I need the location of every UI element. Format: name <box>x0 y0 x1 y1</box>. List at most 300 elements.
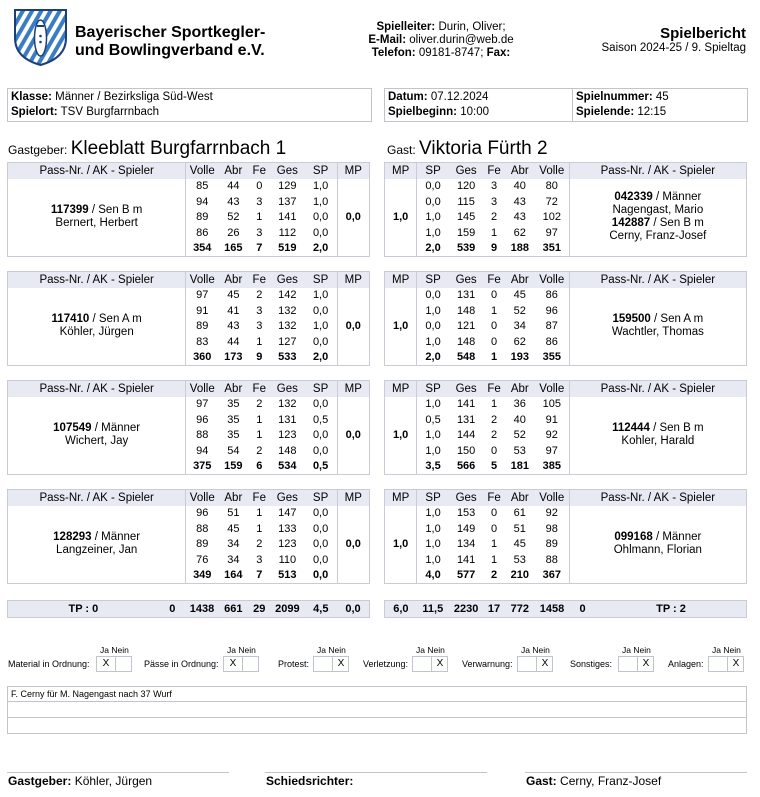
home-signature: Gastgeber: Köhler, Jürgen <box>8 774 153 788</box>
home-player: 107549 / Männer Wichert, Jay <box>53 422 141 448</box>
away-player: 159500 / Sen A m Wachtler, Thomas <box>569 288 746 366</box>
column-header: Ges <box>449 272 483 288</box>
score-cell: 2 <box>256 445 263 458</box>
score-cell: 35 <box>227 413 240 426</box>
score-cell: 0 <box>490 336 498 349</box>
score-cell: 96 <box>186 506 218 522</box>
match-info-left: Klasse: Männer / Bezirksliga Süd-West Spielort: TSV Burgfarrnbach <box>7 88 372 122</box>
score-cell: 131 <box>278 413 297 426</box>
score-cell: 539 <box>456 242 476 255</box>
score-cell: 0,0 <box>417 288 449 304</box>
column-header: Volle <box>535 381 569 397</box>
score-cell: 519 <box>278 242 297 255</box>
column-header: MP <box>337 490 369 506</box>
away-player: 099168 / Männer Ohlmann, Florian <box>569 506 746 584</box>
score-cell: 26 <box>227 227 240 240</box>
score-cell: 1,0 <box>417 303 449 319</box>
score-cell: 132 <box>278 304 297 317</box>
column-header: Fe <box>483 272 504 288</box>
column-header: Volle <box>535 163 569 179</box>
column-header: Fe <box>248 381 270 397</box>
score-cell: 355 <box>542 351 561 364</box>
column-header: Pass-Nr. / AK - Spieler <box>8 272 186 288</box>
score-cell: 123 <box>278 429 297 442</box>
score-cell: 1,0 <box>312 320 329 333</box>
score-cell: 3 <box>490 180 498 193</box>
score-cell: 91 <box>186 303 218 319</box>
column-header: MP <box>337 272 369 288</box>
score-cell: 76 <box>186 552 218 568</box>
home-player: 117399 / Sen B m Bernert, Herbert <box>50 204 143 230</box>
score-cell: 34 <box>227 554 240 567</box>
score-cell: 149 <box>456 522 476 535</box>
score-cell: 7 <box>256 569 263 582</box>
column-header: SP <box>417 381 449 397</box>
score-cell: 61 <box>513 507 526 520</box>
score-cell: 0,0 <box>312 507 329 520</box>
verletzung-label: Verletzung: <box>363 659 409 669</box>
score-cell: 0 <box>490 522 498 535</box>
score-cell: 148 <box>278 445 297 458</box>
protest-checkbox[interactable]: X <box>313 656 349 672</box>
score-cell: 3 <box>256 304 263 317</box>
score-cell: 566 <box>456 460 476 473</box>
column-header: Fe <box>483 163 504 179</box>
column-header: Volle <box>186 272 218 288</box>
score-cell: 97 <box>186 397 218 413</box>
column-header: Ges <box>270 381 305 397</box>
score-cell: 43 <box>513 211 526 224</box>
column-header: Abr <box>505 381 535 397</box>
score-cell: 52 <box>227 211 240 224</box>
score-cell: 0,0 <box>417 319 449 335</box>
away-game-2 <box>384 271 747 366</box>
score-cell: 1 <box>490 304 498 317</box>
score-cell: 45 <box>227 289 240 302</box>
score-cell: 127 <box>278 336 297 349</box>
contact-info: Spielleiter: Durin, Oliver; E-Mail: oliver.durin@web.de Telefon: 09181-8747; Fax: <box>368 21 514 59</box>
away-team-title: Gast: Viktoria Fürth 2 <box>387 138 548 159</box>
column-header: Abr <box>505 272 535 288</box>
score-cell: 548 <box>456 351 476 364</box>
ja-nein-label: Ja Nein <box>521 645 550 655</box>
score-cell: 62 <box>513 336 526 349</box>
score-cell: 4,0 <box>417 568 449 584</box>
column-header: SP <box>305 490 337 506</box>
score-cell: 121 <box>456 320 476 333</box>
score-cell: 35 <box>227 398 240 411</box>
score-cell: 131 <box>456 413 476 426</box>
score-cell: 141 <box>456 554 476 567</box>
score-cell: 1 <box>490 398 498 411</box>
score-cell: 142 <box>278 289 297 302</box>
column-header: Abr <box>218 272 248 288</box>
score-cell: 0,0 <box>312 304 329 317</box>
score-cell: 85 <box>186 179 218 195</box>
report-heading: Spielbericht Saison 2024-25 / 9. Spieltag <box>601 25 746 54</box>
score-cell: 96 <box>545 304 558 317</box>
score-cell: 0 <box>490 289 498 302</box>
column-header: MP <box>385 381 417 397</box>
score-cell: 148 <box>456 336 476 349</box>
score-cell: 3 <box>256 320 263 333</box>
column-header: Volle <box>186 163 218 179</box>
column-header: Abr <box>218 163 248 179</box>
column-header: Volle <box>186 490 218 506</box>
score-cell: 92 <box>545 429 558 442</box>
score-cell: 80 <box>545 180 558 193</box>
score-cell: 43 <box>513 195 526 208</box>
score-cell: 0 <box>256 180 263 193</box>
material-label: Material in Ordnung: <box>8 659 90 669</box>
score-cell: 1,0 <box>417 225 449 241</box>
score-cell: 52 <box>513 429 526 442</box>
score-cell: 0,0 <box>312 569 329 582</box>
score-cell: 89 <box>186 319 218 335</box>
score-cell: 86 <box>545 289 558 302</box>
column-header: MP <box>385 490 417 506</box>
column-header: Fe <box>248 163 270 179</box>
score-cell: 159 <box>456 227 476 240</box>
column-header: SP <box>417 490 449 506</box>
score-cell: 0,0 <box>312 445 329 458</box>
score-cell: 1,0 <box>417 521 449 537</box>
score-cell: 0,5 <box>312 460 329 473</box>
away-mp: 1,0 <box>392 538 409 551</box>
column-header: Volle <box>186 381 218 397</box>
score-cell: 1,0 <box>417 334 449 350</box>
score-cell: 1 <box>490 554 498 567</box>
score-cell: 89 <box>545 538 558 551</box>
score-cell: 1 <box>256 336 263 349</box>
score-cell: 0 <box>490 445 498 458</box>
score-cell: 134 <box>456 538 476 551</box>
score-cell: 145 <box>456 211 476 224</box>
score-cell: 2,0 <box>312 351 329 364</box>
score-cell: 88 <box>186 428 218 444</box>
score-cell: 0,0 <box>417 179 449 195</box>
score-cell: 1,0 <box>417 397 449 413</box>
column-header: Pass-Nr. / AK - Spieler <box>8 163 186 179</box>
home-mp: 0,0 <box>337 179 369 257</box>
score-cell: 181 <box>510 460 529 473</box>
score-cell: 35 <box>227 429 240 442</box>
score-cell: 2 <box>490 211 498 224</box>
score-cell: 132 <box>278 398 297 411</box>
column-header: Pass-Nr. / AK - Spieler <box>8 490 186 506</box>
score-cell: 41 <box>227 304 240 317</box>
score-cell: 1 <box>490 351 498 364</box>
column-header: Fe <box>483 490 504 506</box>
column-header: Abr <box>505 490 535 506</box>
paesse-label: Pässe in Ordnung: <box>144 659 219 669</box>
home-game-3 <box>7 380 370 475</box>
column-header: Ges <box>270 490 305 506</box>
score-cell: 97 <box>186 288 218 304</box>
column-header: SP <box>305 381 337 397</box>
score-cell: 133 <box>278 522 297 535</box>
score-cell: 1 <box>256 413 263 426</box>
score-cell: 193 <box>510 351 529 364</box>
column-header: Pass-Nr. / AK - Spieler <box>8 381 186 397</box>
score-cell: 94 <box>186 443 218 459</box>
column-header: MP <box>337 163 369 179</box>
home-player: 117410 / Sen A m Köhler, Jürgen <box>51 313 142 339</box>
column-header: Ges <box>449 163 483 179</box>
score-cell: 120 <box>456 180 476 193</box>
federation-logo <box>13 8 68 66</box>
score-cell: 44 <box>227 180 240 193</box>
score-cell: 0,0 <box>312 227 329 240</box>
ja-nein-label: Ja Nein <box>622 645 651 655</box>
score-cell: 40 <box>513 413 526 426</box>
score-cell: 150 <box>456 445 476 458</box>
score-cell: 1,0 <box>417 443 449 459</box>
score-cell: 88 <box>186 521 218 537</box>
score-cell: 5 <box>490 460 498 473</box>
score-cell: 534 <box>278 460 297 473</box>
score-cell: 0,0 <box>312 554 329 567</box>
score-cell: 141 <box>278 211 297 224</box>
column-header: Abr <box>218 490 248 506</box>
score-cell: 102 <box>542 211 561 224</box>
column-header: Abr <box>218 381 248 397</box>
referee-signature: Schiedsrichter: <box>266 774 354 788</box>
column-header: MP <box>337 381 369 397</box>
score-cell: 91 <box>545 413 558 426</box>
paesse-checkbox[interactable]: X <box>223 656 259 672</box>
score-cell: 0,0 <box>417 194 449 210</box>
score-cell: 6 <box>256 460 263 473</box>
score-cell: 1,0 <box>417 537 449 553</box>
score-cell: 1,0 <box>417 552 449 568</box>
away-tp: TP : 2 <box>656 603 686 615</box>
score-cell: 148 <box>456 304 476 317</box>
anlagen-checkbox[interactable]: X <box>708 656 744 672</box>
score-cell: 367 <box>542 569 561 582</box>
score-cell: 1,0 <box>312 195 329 208</box>
column-header: Ges <box>449 381 483 397</box>
column-header: Pass-Nr. / AK - Spieler <box>569 163 746 179</box>
score-cell: 533 <box>278 351 297 364</box>
column-header: SP <box>305 163 337 179</box>
score-cell: 164 <box>224 569 243 582</box>
score-cell: 1 <box>490 538 498 551</box>
score-cell: 0,0 <box>312 398 329 411</box>
score-cell: 105 <box>542 398 561 411</box>
remark-text: F. Cerny für M. Nagengast nach 37 Wurf <box>11 689 172 699</box>
score-cell: 1 <box>256 522 263 535</box>
score-cell: 34 <box>227 538 240 551</box>
score-cell: 72 <box>545 195 558 208</box>
home-game-1 <box>7 162 370 257</box>
away-player: 042339 / Männer Nagengast, Mario 142887 / Sen B m Cerny, Franz-Josef <box>569 179 746 257</box>
score-cell: 86 <box>186 225 218 241</box>
score-cell: 1,0 <box>312 289 329 302</box>
away-mp: 1,0 <box>392 320 409 333</box>
sonstiges-label: Sonstiges: <box>570 659 613 669</box>
column-header: Volle <box>535 272 569 288</box>
column-header: Pass-Nr. / AK - Spieler <box>569 381 746 397</box>
score-cell: 2 <box>490 413 498 426</box>
score-cell: 2 <box>256 289 263 302</box>
score-cell: 7 <box>256 242 263 255</box>
score-cell: 40 <box>513 180 526 193</box>
score-cell: 3 <box>490 195 498 208</box>
score-cell: 3 <box>256 227 263 240</box>
score-cell: 97 <box>545 445 558 458</box>
score-cell: 45 <box>513 289 526 302</box>
away-player: 112444 / Sen B m Kohler, Harald <box>569 397 746 475</box>
score-cell: 9 <box>256 351 263 364</box>
verwarnung-checkbox[interactable]: X <box>517 656 553 672</box>
ja-nein-label: Ja Nein <box>712 645 741 655</box>
score-cell: 92 <box>545 507 558 520</box>
column-header: Pass-Nr. / AK - Spieler <box>569 272 746 288</box>
column-header: Ges <box>270 272 305 288</box>
score-cell: 188 <box>510 242 529 255</box>
column-header: Fe <box>248 490 270 506</box>
score-cell: 1 <box>490 227 498 240</box>
anlagen-label: Anlagen: <box>668 659 704 669</box>
score-cell: 0,0 <box>312 336 329 349</box>
score-cell: 132 <box>278 320 297 333</box>
score-cell: 53 <box>513 554 526 567</box>
score-cell: 1,0 <box>417 506 449 522</box>
column-header: MP <box>385 272 417 288</box>
score-cell: 52 <box>513 304 526 317</box>
score-cell: 1 <box>256 429 263 442</box>
score-cell: 2 <box>256 538 263 551</box>
score-cell: 51 <box>513 522 526 535</box>
column-header: MP <box>385 163 417 179</box>
score-cell: 513 <box>278 569 297 582</box>
score-cell: 0,0 <box>312 538 329 551</box>
score-cell: 86 <box>545 336 558 349</box>
away-game-4 <box>384 489 747 584</box>
home-totals: TP : 0 0 1438 661 29 2099 4,5 0,0 <box>7 600 370 618</box>
material-checkbox[interactable]: X <box>96 656 132 672</box>
score-cell: 1 <box>256 211 263 224</box>
score-cell: 9 <box>490 242 498 255</box>
score-cell: 51 <box>227 507 240 520</box>
column-header: SP <box>417 272 449 288</box>
score-cell: 165 <box>224 242 243 255</box>
score-cell: 45 <box>227 522 240 535</box>
score-cell: 131 <box>456 289 476 302</box>
score-cell: 0,5 <box>417 412 449 428</box>
column-header: Fe <box>483 381 504 397</box>
score-cell: 0,0 <box>312 429 329 442</box>
away-signature: Gast: Cerny, Franz-Josef <box>526 774 662 788</box>
score-cell: 98 <box>545 522 558 535</box>
score-cell: 88 <box>545 554 558 567</box>
ja-nein-label: Ja Nein <box>416 645 445 655</box>
home-mp: 0,0 <box>337 506 369 584</box>
remarks-box[interactable] <box>7 686 747 734</box>
score-cell: 2,0 <box>312 242 329 255</box>
ja-nein-label: Ja Nein <box>100 645 129 655</box>
verletzung-checkbox[interactable]: X <box>412 656 448 672</box>
home-mp: 0,0 <box>337 288 369 366</box>
score-cell: 3 <box>256 554 263 567</box>
organization-name: Bayerischer Sportkegler- und Bowlingverband e.V. <box>75 24 266 59</box>
score-cell: 44 <box>227 336 240 349</box>
score-cell: 34 <box>513 320 526 333</box>
score-cell: 210 <box>510 569 529 582</box>
away-mp: 1,0 <box>392 429 409 442</box>
score-cell: 129 <box>278 180 297 193</box>
score-cell: 2,0 <box>417 241 449 257</box>
score-cell: 45 <box>513 538 526 551</box>
score-cell: 2 <box>490 429 498 442</box>
score-cell: 2 <box>490 569 498 582</box>
column-header: Pass-Nr. / AK - Spieler <box>569 490 746 506</box>
score-cell: 153 <box>456 507 476 520</box>
score-cell: 0,0 <box>312 211 329 224</box>
score-cell: 354 <box>186 241 218 257</box>
score-cell: 3,5 <box>417 459 449 475</box>
score-cell: 3 <box>256 195 263 208</box>
sonstiges-checkbox[interactable]: X <box>618 656 654 672</box>
score-cell: 96 <box>186 412 218 428</box>
score-cell: 43 <box>227 320 240 333</box>
score-cell: 43 <box>227 195 240 208</box>
score-cell: 123 <box>278 538 297 551</box>
score-cell: 1 <box>256 507 263 520</box>
home-mp: 0,0 <box>337 397 369 475</box>
home-player: 128293 / Männer Langzeiner, Jan <box>53 531 141 557</box>
score-cell: 36 <box>513 398 526 411</box>
score-cell: 62 <box>513 227 526 240</box>
away-game-1 <box>384 162 747 257</box>
score-cell: 349 <box>186 568 218 584</box>
score-cell: 0 <box>490 507 498 520</box>
score-cell: 577 <box>456 569 476 582</box>
score-cell: 110 <box>278 554 297 567</box>
protest-label: Protest: <box>278 659 310 669</box>
away-game-3 <box>384 380 747 475</box>
column-header: SP <box>417 163 449 179</box>
column-header: Ges <box>270 163 305 179</box>
home-game-2 <box>7 271 370 366</box>
home-game-4 <box>7 489 370 584</box>
score-cell: 173 <box>224 351 243 364</box>
score-cell: 1,0 <box>312 180 329 193</box>
score-cell: 115 <box>457 195 475 208</box>
score-cell: 54 <box>227 445 240 458</box>
score-cell: 1,0 <box>417 210 449 226</box>
score-cell: 0,0 <box>312 522 329 535</box>
score-cell: 147 <box>278 507 297 520</box>
away-totals: 6,0 11,5 2230 17 772 1458 0 TP : 2 <box>384 600 747 618</box>
away-mp: 1,0 <box>392 211 409 224</box>
ja-nein-label: Ja Nein <box>317 645 346 655</box>
score-cell: 144 <box>456 429 476 442</box>
column-header: Ges <box>449 490 483 506</box>
score-cell: 89 <box>186 537 218 553</box>
score-cell: 137 <box>278 195 297 208</box>
score-cell: 87 <box>545 320 558 333</box>
score-cell: 89 <box>186 210 218 226</box>
score-cell: 112 <box>278 227 297 240</box>
score-cell: 83 <box>186 334 218 350</box>
score-cell: 2,0 <box>417 350 449 366</box>
score-cell: 97 <box>545 227 558 240</box>
match-info-right: Datum: 07.12.2024 Spielbeginn: 10:00 Spielnummer: 45 Spielende: 12:15 <box>384 88 748 122</box>
column-header: Abr <box>505 163 535 179</box>
score-cell: 2 <box>256 398 263 411</box>
